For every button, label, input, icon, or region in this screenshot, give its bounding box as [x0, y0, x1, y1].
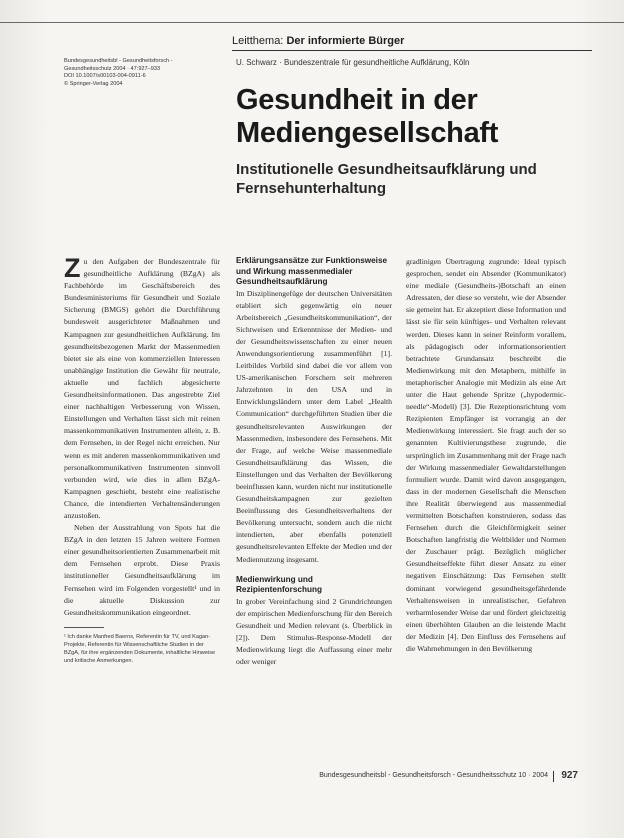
article-title: Gesundheit in der Mediengesellschaft	[236, 84, 499, 149]
leitthema-title: Der informierte Bürger	[286, 35, 405, 47]
text-column-1	[64, 253, 220, 665]
meta-line: DOI 10.1007/s00103-004-0911-6	[64, 73, 146, 80]
drop-cap: Z	[64, 253, 81, 283]
intro-paragraph	[64, 253, 220, 522]
section-paragraph: Im Disziplinengefüge der deutschen Universitäten etabliert sich gegenwärtig ein neuer Arbeitsbereich „Gesundheitskommunikation“, der Sichtweisen und Erkenntnisse der Medien- und der Gesundheitswissenschaften zu einer neuen Anwendungsorientierung zusammenführt [1]. Leitbildes Vorbild sind dabei die vor allem von US-amerikanischen Forschern seit mehreren Jahrzehnten in den USA und in Entwicklungsländern unter dem Label „Health Communication“ durchgeführten Studien über die gesundheitsrelevanten Auswirkungen der Massenmedien, insbesondere des Fernsehens. Mit der Frage, auf welche Weise massenmediale Gesundheitsaufklärung das Wissen, die Einstellungen und das Verhalten der Bevölkerung beeinflussen kann, wurden nicht nur institutionelle Gesundheitskampagnen zur gezielten Beeinflussung des Gesundheitsverhaltens der Bevölkerung untersucht, sondern auch die nicht intendierten, aber ebenfalls potenziell gesundheitsrelevanten Effekte der Medien und der Mediennutzung insgesamt.	[236, 288, 392, 564]
leitthema-header	[232, 32, 592, 51]
column-paragraph: gradlinigen Übertragung zugrunde: Ideal typisch gesprochen, sendet ein Absender (Kommunikator) eine mediale (Gesundheits-)Botschaft an einen Adressaten, der diese so versteht, wie der Absender sie gemeint hat. Er akzeptiert diese Information und lässt sie für sein künftiges- und Verhalten relevant werden. Dieses kann in seiner Reinform vorallem, als pädagogisch oder informationsorientiert betrachtete Grundansatz beschreibt die Medienwirkung mit den Metaphern, mithilfe in metaphorischer Analogie mit Medizin als eine Art unter die Haut gehende Spritze („hypodermic-needle“-Modell) [3]. Die Rezeptionsrichtung vom Rezipienten Empfänger ist vorrangig an der Medienwirkung interessiert. Sie fragt auch der so genannten Kultivierungsthese zugrunde, die ursprünglich im Zusammenhang mit der Frage nach der Wirkung massenmedialer Gewaltdarstellungen formuliert wurde. Damit wird davon ausgegangen, dass in der modernen Gesellschaft die Menschen ihre Realität überwiegend aus massenmedial vermittelten Botschaften konstruieren, sodass das Fernsehen durch die Gleichförmigkeit seiner Botschaften langfristig die Weltbilder und Normen der Zuschauer prägt. Bezüglich möglicher Gesundheitseffekte führt dieser Ansatz zu einer negativen Einschätzung: Das Fernsehen stellt dominant vorwiegend gesundheitsgefährdende Verhaltensweisen in unrealistischer, Gefahren verharmlosender Weise dar und fördert gleichzeitig einen überhöhten Glauben an die leistende Macht der Medizin [4]. Den Einfluss des Fernsehens auf die Wahrnehmungen in den Bevölkerung	[406, 257, 566, 653]
intro-text: u den Aufgaben der Bundeszentrale für gesundheitliche Aufklärung (BZgA) als Fachbehörde im Geschäftsbereich des Bundesministeriums für Gesundheit und Soziale Sicherung (BMGS) gehört die Durchführung bundesweit ausgerichteter Maßnahmen und Kampagnen zur gesundheitlichen Aufklärung. Im gesundheitsbezogenen Markt der Massenmedien bietet sie als eine von kommerziellen Interessen unabhängige Institution die Gewähr für neutrale, aktuelle und fachlich abgesicherte Gesundheitsinformationen. Das angestrebte Ziel einer nachhaltigen Verbesserung von Wissen, Einstellungen und Verhalten lässt sich mit reinen massenkommunikativen Instrumenten allein, z. B. dem Fernsehen, in der Regel nicht erreichen. Nur wenn es mit anderen massenkommunikativen und personalkommunikativen Instrumenten sinnvoll verbunden wird, wie dies in allen BZgA-Kampagnen geschieht, besteht eine realistische Chance, die intendierten Verhaltensänderungen anzustoßen.	[64, 257, 220, 520]
section-heading: Medienwirkung und Rezipientenforschung	[236, 574, 322, 595]
top-rule	[0, 22, 624, 23]
footnote: ¹ Ich danke Manfred Baerns, Referentin für TV, und Kagan-Projekte, Referentin für Wissenschaftliche Studien in der BZgA, für ihre ergänzenden Dokumente, inhaltliche Hinweise und kritische Anmerkungen.	[64, 633, 216, 664]
journal-reference: Bundesgesundheitsbl - Gesundheitsforsch - Gesundheitsschutz 10 · 2004	[319, 772, 548, 779]
page-footer	[308, 769, 578, 783]
article-subtitle: Institutionelle Gesundheitsaufklärung und Fernsehunterhaltung	[236, 161, 537, 197]
section-heading: Erklärungsansätze zur Funktionsweise und Wirkung massenmedialer Gesundheitsaufklärung	[236, 256, 388, 286]
page-number: 927	[561, 770, 578, 781]
text-column-3	[406, 256, 566, 655]
intro-paragraph-2: Neben der Ausstrahlung von Spots hat die BZgA in den letzten 15 Jahren weitere Formen einer gesundheitsorientierten Zusammenarbeit mit dem Fernsehen erprobt. Diese Praxis institutioneller Gesundheitsaufklärung im Fernsehen wird im Folgenden vorgestellt¹ und in die aktuelle Diskussion zur Gesundheitskommunikation eingeordnet.	[64, 523, 220, 617]
text-column-2	[236, 256, 392, 668]
footnote-rule	[64, 627, 104, 628]
author-line: U. Schwarz · Bundeszentrale für gesundheitliche Aufklärung, Köln	[236, 58, 470, 67]
footer-divider	[553, 771, 554, 782]
meta-line: Bundesgesundheitsbl - Gesundheitsforsch -	[64, 58, 173, 64]
publication-meta	[64, 58, 214, 88]
meta-line: Gesundheitsschutz 2004 · 47:927–933	[64, 65, 161, 72]
meta-line: © Springer-Verlag 2004	[64, 80, 123, 87]
leitthema-label: Leitthema:	[232, 35, 284, 47]
section-paragraph: In grober Vereinfachung sind 2 Grundrichtungen der empirischen Medienforschung für den Bereich Gesundheit und Medien relevant (s. Überblick in [2]). Dem Stimulus-Response-Modell der Medienwirkung liegt die Auffassung einer mehr oder weniger	[236, 596, 392, 667]
